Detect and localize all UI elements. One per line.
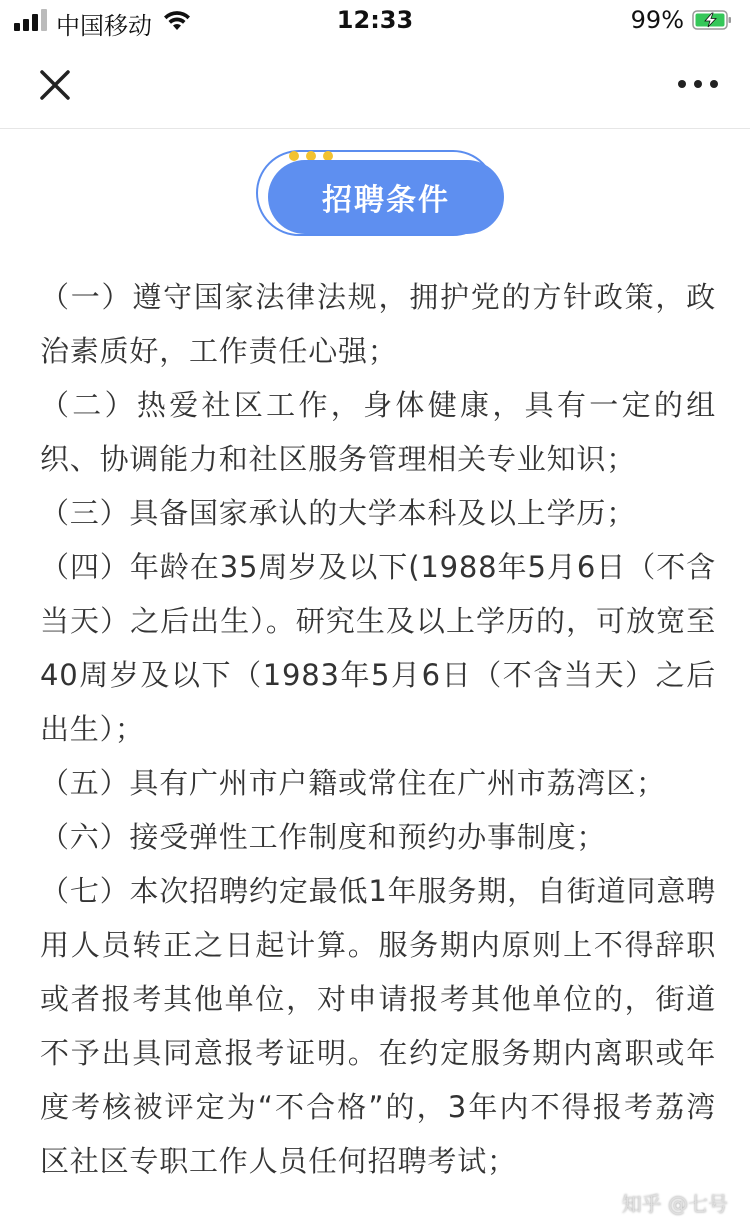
header-dots-icon <box>289 146 340 158</box>
requirement-item-6: （六）接受弹性工作制度和预约办事制度； <box>40 820 607 854</box>
close-icon[interactable] <box>32 62 78 108</box>
battery-percent: 99% <box>630 6 684 34</box>
battery-charging-icon <box>692 10 732 30</box>
status-bar <box>0 0 750 40</box>
requirement-item-4: （四）年龄在35周岁及以下(1988年5月6日（不含当天）之后出生）。研究生及以上学历的，可放宽至40周岁及以下（1983年5月6日（不含当天）之后出生）； <box>40 550 716 746</box>
carrier-name: 中国移动 <box>56 12 152 40</box>
section-header <box>256 146 504 242</box>
watermark: 知乎 @七号 <box>621 1192 728 1216</box>
article-body <box>40 270 716 1188</box>
requirement-item-2: （二）热爱社区工作，身体健康，具有一定的组织、协调能力和社区服务管理相关专业知识； <box>40 388 716 476</box>
status-time: 12:33 <box>336 6 414 34</box>
requirement-item-5: （五）具有广州市户籍或常住在广州市荔湾区； <box>40 766 666 800</box>
requirement-item-7: （七）本次招聘约定最低1年服务期，自街道同意聘用人员转正之日起计算。服务期内原则上不得辞职或者报考其他单位，对申请报考其他单位的，街道不予出具同意报考证明。在约定服务期内离职或年度考核被评定为“不合格”的，3年内不得报考荔湾区社区专职工作人员任何招聘考试； <box>40 874 716 1178</box>
nav-bar <box>0 40 750 129</box>
requirement-item-1: （一）遵守国家法律法规，拥护党的方针政策，政治素质好，工作责任心强； <box>40 280 716 368</box>
section-title: 招聘条件 <box>268 160 504 234</box>
more-icon[interactable] <box>676 66 720 102</box>
requirement-item-3: （三）具备国家承认的大学本科及以上学历； <box>40 496 637 530</box>
